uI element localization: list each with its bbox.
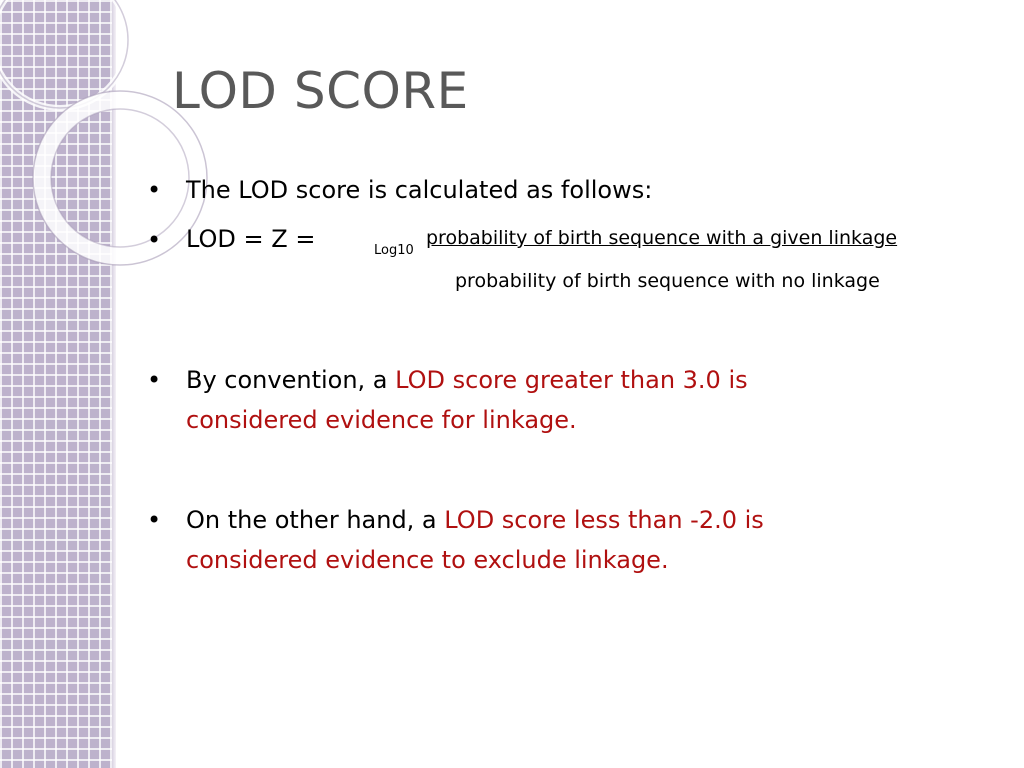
slide-title: LOD SCORE: [172, 62, 469, 120]
bullet-lead: On the other hand, a: [186, 506, 445, 534]
bullet-lead: By convention, a: [186, 366, 396, 394]
bullet-marker: •: [147, 226, 162, 254]
formula-denominator: probability of birth sequence with no linkage: [455, 270, 880, 292]
formula-log-label: Log10: [374, 243, 414, 258]
bullet-text: The LOD score is calculated as follows:: [186, 176, 653, 204]
bullet-marker: •: [147, 506, 162, 534]
bullet-highlight: LOD score less than -2.0 is considered evidence to exclude linkage.: [186, 506, 764, 574]
bullet-text: [186, 360, 866, 440]
bullet-text: [186, 500, 886, 580]
bullet-highlight: LOD score greater than 3.0 is considered evidence for linkage.: [186, 366, 748, 434]
formula-lead: LOD = Z =: [186, 225, 316, 253]
bullet-marker: •: [147, 366, 162, 394]
bullet-marker: •: [147, 176, 162, 204]
formula-numerator: probability of birth sequence with a given linkage: [426, 227, 898, 249]
